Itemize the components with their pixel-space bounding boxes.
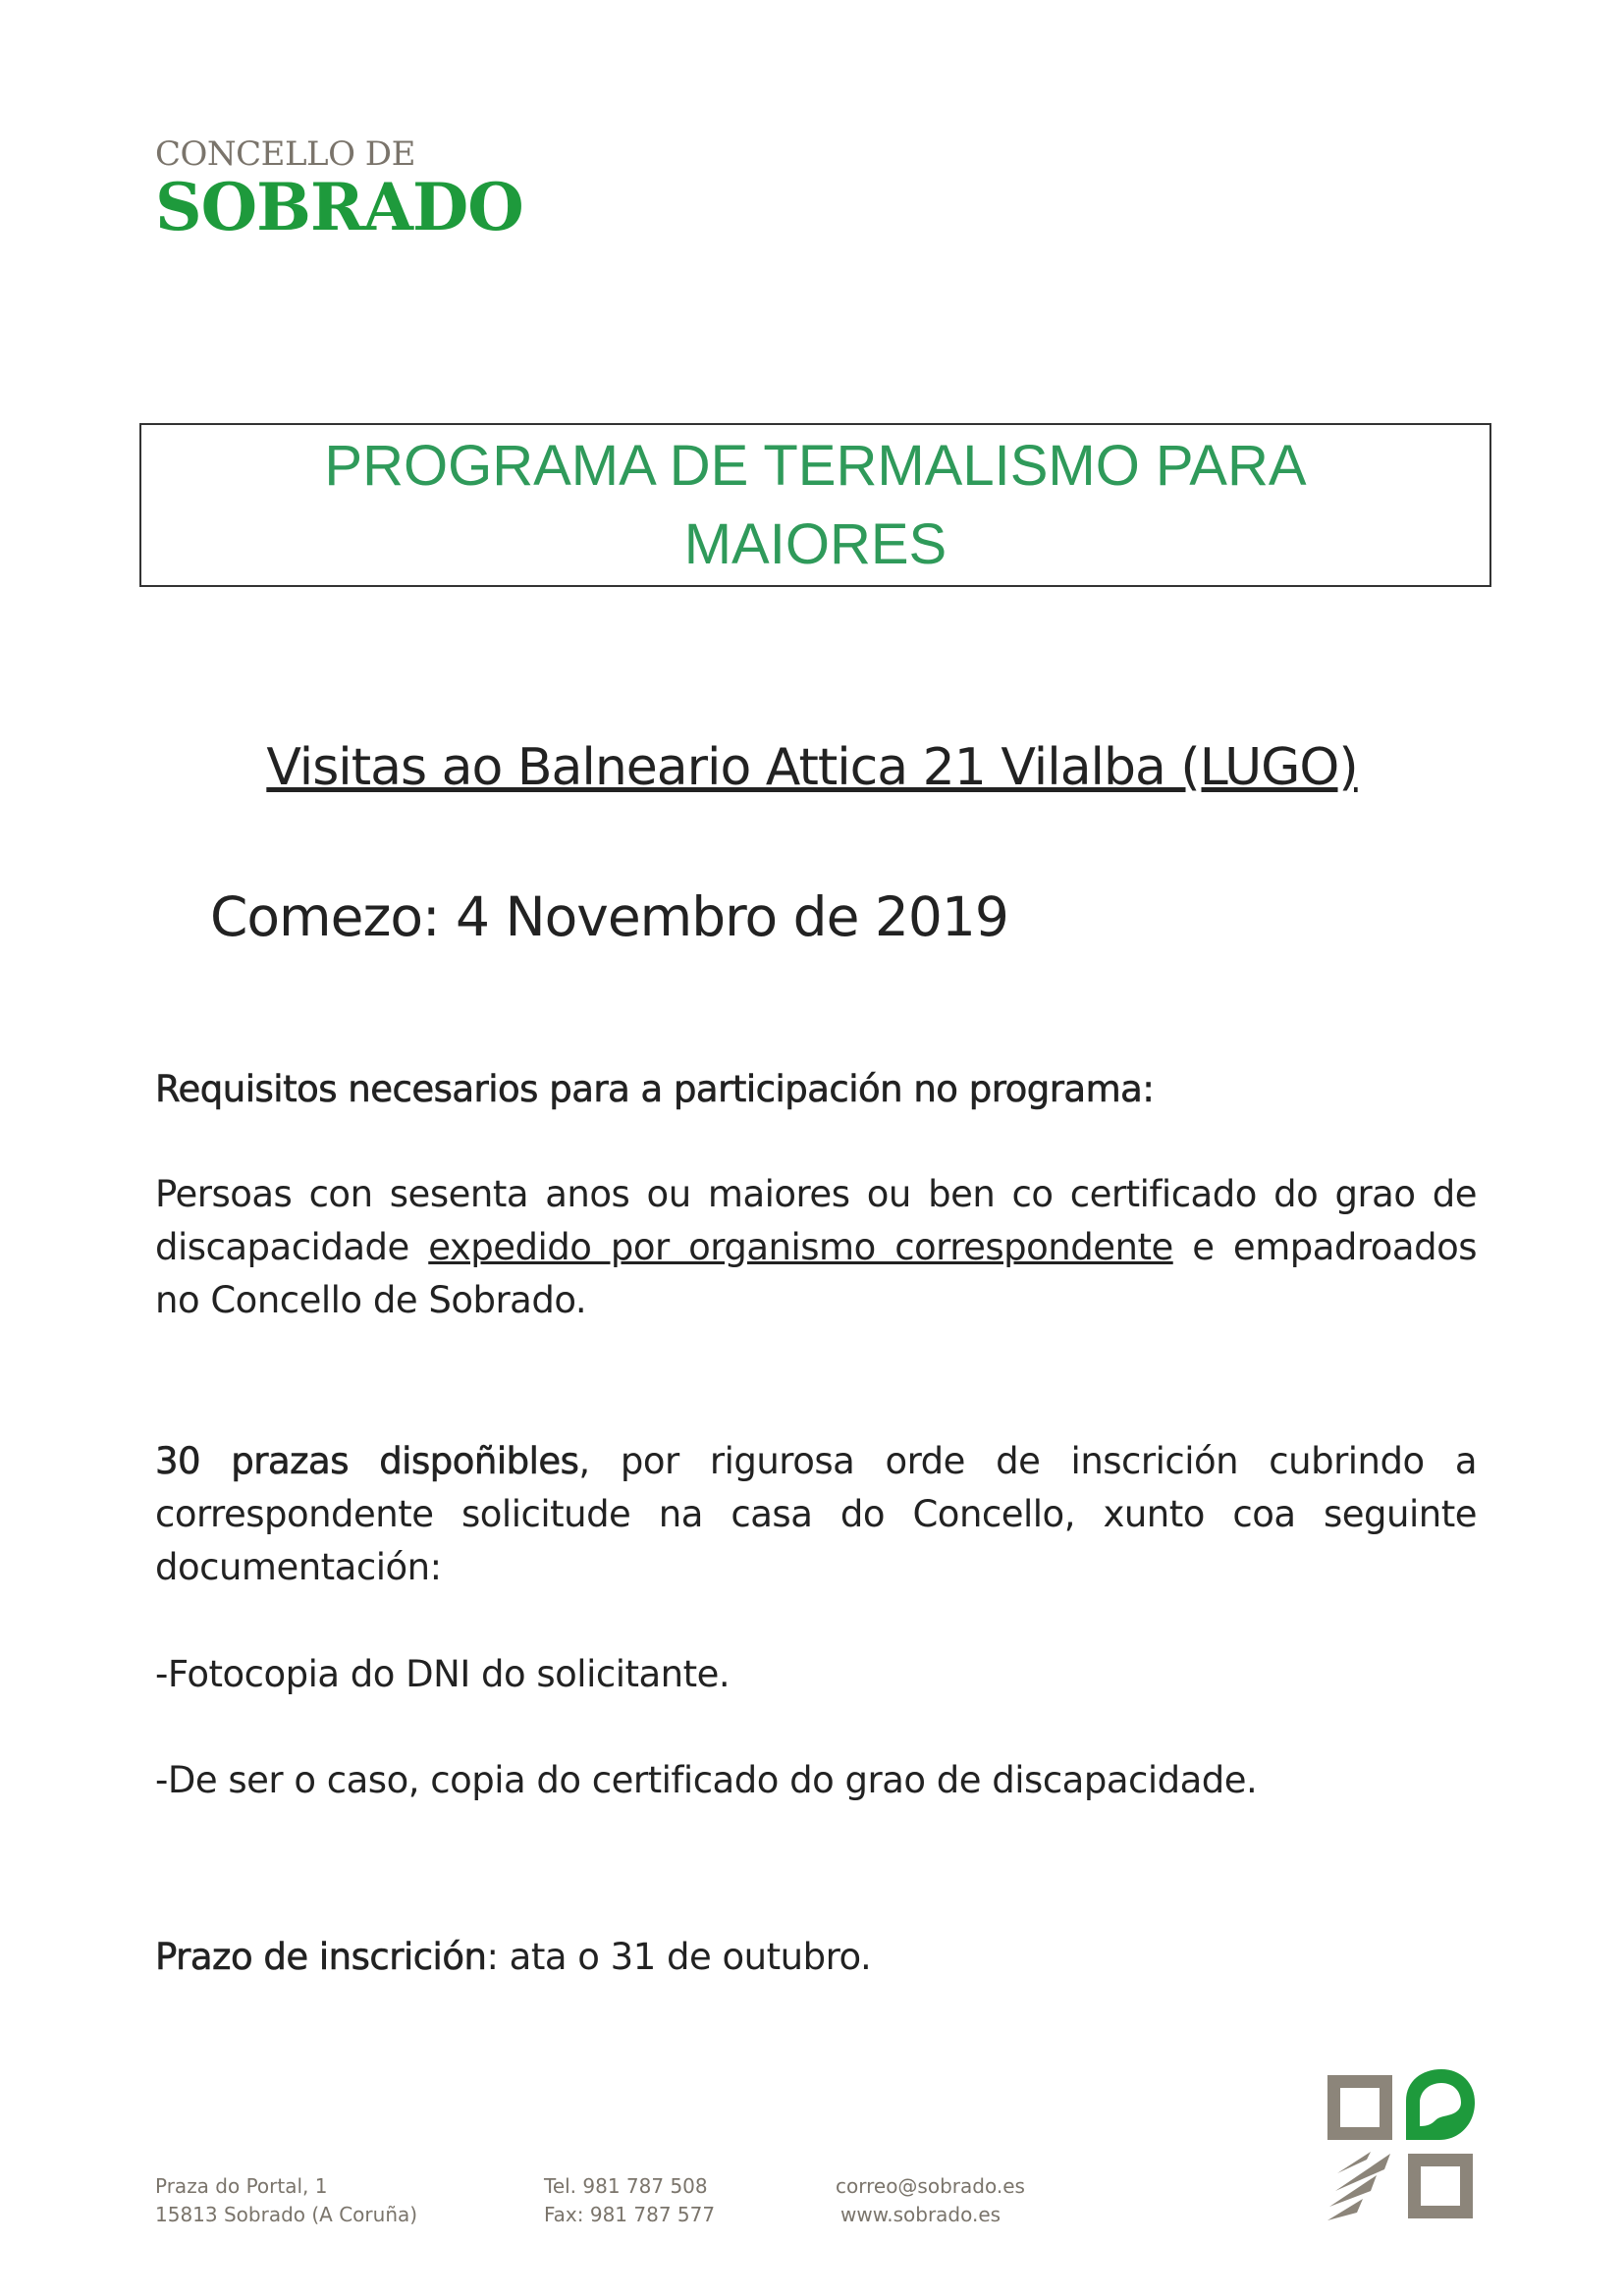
concello-emblem bbox=[1327, 2069, 1475, 2220]
places-paragraph bbox=[155, 1435, 1477, 1594]
requirements-text-underlined: expedido por organismo correspondente bbox=[428, 1226, 1173, 1268]
footer-address-line2: 15813 Sobrado (A Coruña) bbox=[155, 2203, 418, 2226]
concello-logo bbox=[155, 134, 523, 245]
footer-address-line1: Praza do Portal, 1 bbox=[155, 2174, 328, 2198]
footer-email: correo@sobrado.es bbox=[836, 2174, 1025, 2198]
subtitle: Visitas ao Balneario Attica 21 Vilalba (LUGO) bbox=[266, 738, 1358, 797]
requirements-heading bbox=[155, 1063, 1477, 1116]
footer-phone bbox=[544, 2172, 715, 2229]
emblem-rays-icon bbox=[1327, 2152, 1396, 2220]
emblem-square-icon bbox=[1408, 2154, 1473, 2218]
requirements-heading-text: Requisitos necesarios para a participación no programa: bbox=[155, 1068, 1155, 1110]
page-title bbox=[324, 427, 1306, 584]
places-text: , por rigurosa orde de inscrición cubrindo a correspondente solicitude na casa do Concello, xunto coa seguinte documentación: bbox=[155, 1440, 1477, 1588]
footer-fax: Fax: 981 787 577 bbox=[544, 2203, 716, 2226]
emblem-square-icon bbox=[1327, 2075, 1392, 2140]
document-item-2: -De ser o caso, copia do certificado do grao de discapacidade. bbox=[155, 1759, 1258, 1801]
start-date: Comezo: 4 Novembro de 2019 bbox=[210, 885, 1008, 948]
title-box bbox=[139, 423, 1491, 587]
emblem-leaf-icon bbox=[1406, 2069, 1475, 2140]
title-line-1: PROGRAMA DE TERMALISMO PARA bbox=[324, 433, 1307, 498]
footer-address bbox=[155, 2172, 417, 2229]
logo-line-concello: CONCELLO DE bbox=[155, 134, 415, 174]
requirements-paragraph bbox=[155, 1168, 1477, 1327]
deadline-label: Prazo de inscrición bbox=[155, 1936, 487, 1978]
document-item-1: -Fotocopia do DNI do solicitante. bbox=[155, 1653, 731, 1695]
requirements-text-after: e empadroados no Concello de Sobrado. bbox=[155, 1226, 1477, 1321]
footer-contact bbox=[836, 2172, 1025, 2229]
deadline-text: : ata o 31 de outubro. bbox=[486, 1936, 872, 1978]
title-line-2: MAIORES bbox=[683, 511, 947, 576]
places-bold: 30 prazas dispoñibles bbox=[155, 1440, 579, 1482]
footer-tel: Tel. 981 787 508 bbox=[544, 2174, 708, 2198]
requirements-text-before: Persoas con sesenta anos ou maiores ou ben co certificado do grao de discapacidade bbox=[155, 1173, 1477, 1268]
deadline bbox=[155, 1931, 1477, 1984]
footer-web: www.sobrado.es bbox=[840, 2203, 1001, 2226]
logo-line-sobrado: SOBRADO bbox=[155, 169, 523, 245]
